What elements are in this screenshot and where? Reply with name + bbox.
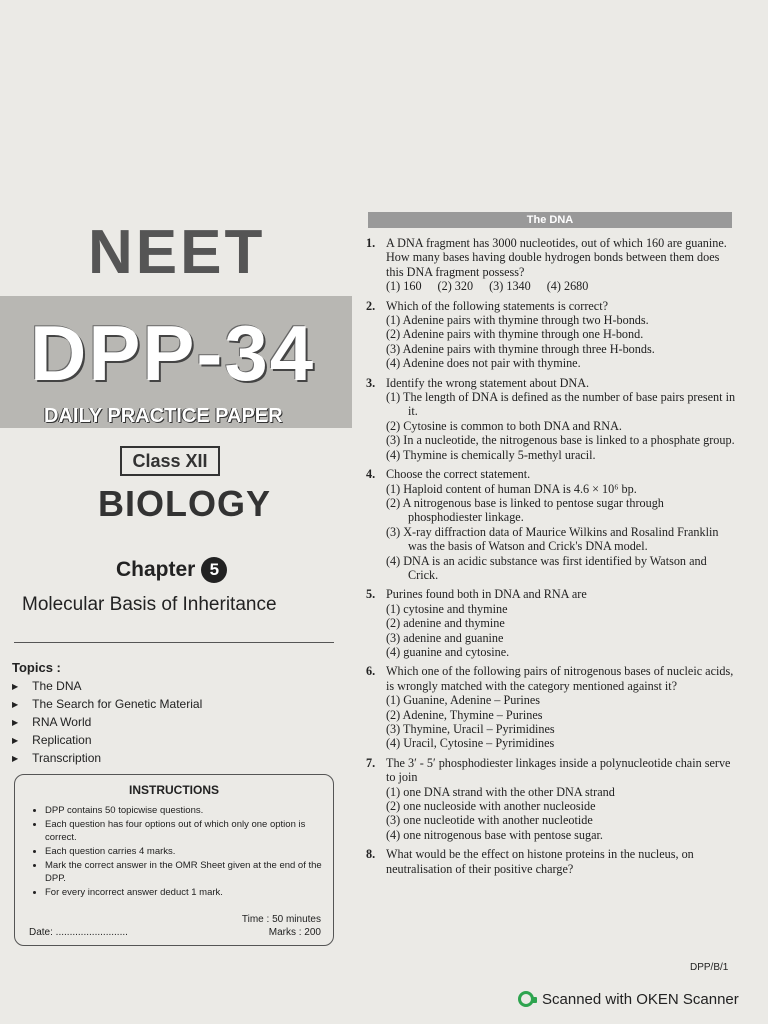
question-text: Purines found both in DNA and RNA are <box>386 587 587 602</box>
question-number: 2. <box>366 298 376 313</box>
option: (2) Adenine, Thymine – Purines <box>386 707 543 722</box>
topic-item: ▶ Transcription <box>12 750 202 768</box>
instruction-item: • Mark the correct answer in the OMR Sheet given at the end of the DPP. <box>45 859 323 885</box>
question-item <box>366 376 738 462</box>
question-number: 8. <box>366 847 376 862</box>
bleed-through <box>380 40 740 190</box>
questions-list <box>366 236 738 881</box>
option: (2) Adenine pairs with thymine through one H-bond. <box>386 327 644 342</box>
topic-item: ▶ The Search for Genetic Material <box>12 696 202 714</box>
option: (3) 1340 <box>489 279 531 294</box>
question-number: 6. <box>366 664 376 679</box>
instructions-heading: INSTRUCTIONS <box>129 783 219 797</box>
option: (4) DNA is an acidic substance was first identified by Watson and Crick. <box>386 553 707 582</box>
option: (4) Thymine is chemically 5-methyl uracil. <box>386 447 596 462</box>
question-item <box>366 847 738 876</box>
question-text: Which of the following statements is correct? <box>386 298 609 313</box>
option: (2) 320 <box>437 279 474 294</box>
option: (4) one nitrogenous base with pentose sugar. <box>386 827 603 842</box>
divider <box>14 642 334 643</box>
option: (1) Guanine, Adenine – Purines <box>386 693 541 708</box>
time-limit: Time : 50 minutes <box>241 914 321 925</box>
instruction-item: • Each question carries 4 marks. <box>45 845 323 858</box>
question-item <box>366 664 738 750</box>
chapter-number: 5 <box>201 557 227 583</box>
option: (3) In a nucleotide, the nitrogenous base is linked to a phosphate group. <box>386 433 735 448</box>
topic-item: ▶ The DNA <box>12 678 202 696</box>
question-item <box>366 299 738 371</box>
total-marks: Marks : 200 <box>268 927 321 938</box>
option-row <box>386 279 738 293</box>
question-number: 7. <box>366 755 376 770</box>
subject-title: BIOLOGY <box>98 483 272 524</box>
time-marks <box>242 913 321 939</box>
option: (4) Adenine does not pair with thymine. <box>386 356 581 371</box>
question-text: What would be the effect on histone proteins in the nucleus, on neutralisation of their positive charge? <box>386 847 694 876</box>
chapter-heading <box>116 556 227 584</box>
question-number: 1. <box>366 236 376 250</box>
question-item <box>366 587 738 659</box>
instructions-box <box>14 774 334 946</box>
chapter-label: Chapter <box>116 558 196 581</box>
option: (1) 160 <box>386 279 422 294</box>
dpp-number: DPP-34 <box>30 309 316 397</box>
scanner-text: Scanned with OKEN Scanner <box>542 991 739 1008</box>
instructions-list <box>15 804 333 899</box>
option: (2) Cytosine is common to both DNA and RNA. <box>386 418 622 433</box>
topic-item: ▶ Replication <box>12 732 202 750</box>
option: (4) Uracil, Cytosine – Pyrimidines <box>386 736 555 751</box>
option: (2) adenine and thymine <box>386 616 505 631</box>
option: (3) X-ray diffraction data of Maurice Wilkins and Rosalind Franklin was the basis of Watson and Crick's DNA model. <box>386 524 719 554</box>
option: (1) The length of DNA is defined as the number of base pairs present in it. <box>386 390 736 419</box>
option: (1) cytosine and thymine <box>386 601 508 616</box>
question-text: Choose the correct statement. <box>386 467 531 482</box>
page-number: DPP/B/1 <box>690 962 729 973</box>
question-text: A DNA fragment has 3000 nucleotides, out of which 160 are guanine. How many bases having double hydrogen bonds between them does this DNA fragment possess? <box>386 236 727 279</box>
option: (1) one DNA strand with the other DNA strand <box>386 784 615 799</box>
instruction-item: • For every incorrect answer deduct 1 mark. <box>45 886 323 899</box>
option: (2) one nucleoside with another nucleoside <box>386 799 596 814</box>
option: (1) Haploid content of human DNA is 4.6 × 10⁶ bp. <box>386 481 637 496</box>
question-text: The 3′ - 5′ phosphodiester linkages inside a polynucleotide chain serve to join <box>386 755 731 785</box>
option: (4) guanine and cytosine. <box>386 644 510 659</box>
option: (3) adenine and guanine <box>386 630 504 645</box>
scanner-watermark <box>518 990 739 1010</box>
chapter-title: Molecular Basis of Inheritance <box>22 594 277 615</box>
option: (4) 2680 <box>546 279 589 294</box>
option: (3) Adenine pairs with thymine through three H-bonds. <box>386 341 655 356</box>
question-item <box>366 467 738 582</box>
question-text: Identify the wrong statement about DNA. <box>386 375 590 390</box>
question-item <box>366 756 738 842</box>
question-text: Which one of the following pairs of nitrogenous bases of nucleic acids, is wrongly matched with the category mentioned against it? <box>386 664 734 693</box>
question-number: 3. <box>366 375 376 390</box>
topics-list <box>12 678 202 768</box>
question-item <box>366 236 738 294</box>
option: (2) A nitrogenous base is linked to pentose sugar through phosphodiester linkage. <box>386 495 664 525</box>
option: (3) Thymine, Uracil – Pyrimidines <box>386 722 555 736</box>
scanner-logo-icon <box>518 991 534 1007</box>
neet-title: NEET <box>88 218 266 287</box>
question-number: 5. <box>366 587 376 602</box>
instructions-footer <box>29 911 321 939</box>
instruction-item: • Each question has four options out of which only one option is correct. <box>45 818 323 844</box>
question-number: 4. <box>366 467 376 482</box>
topic-item: ▶ RNA World <box>12 714 202 732</box>
option: (3) one nucleotide with another nucleotide <box>386 813 593 828</box>
section-banner: The DNA <box>368 212 732 228</box>
topics-heading: Topics : <box>12 660 61 675</box>
class-badge: Class XII <box>120 446 220 476</box>
option: (1) Adenine pairs with thymine through two H-bonds. <box>386 313 649 328</box>
daily-practice-paper: DAILY PRACTICE PAPER <box>44 405 283 427</box>
date-field: Date: .......................... <box>29 927 128 938</box>
instruction-item: • DPP contains 50 topicwise questions. <box>45 804 323 817</box>
